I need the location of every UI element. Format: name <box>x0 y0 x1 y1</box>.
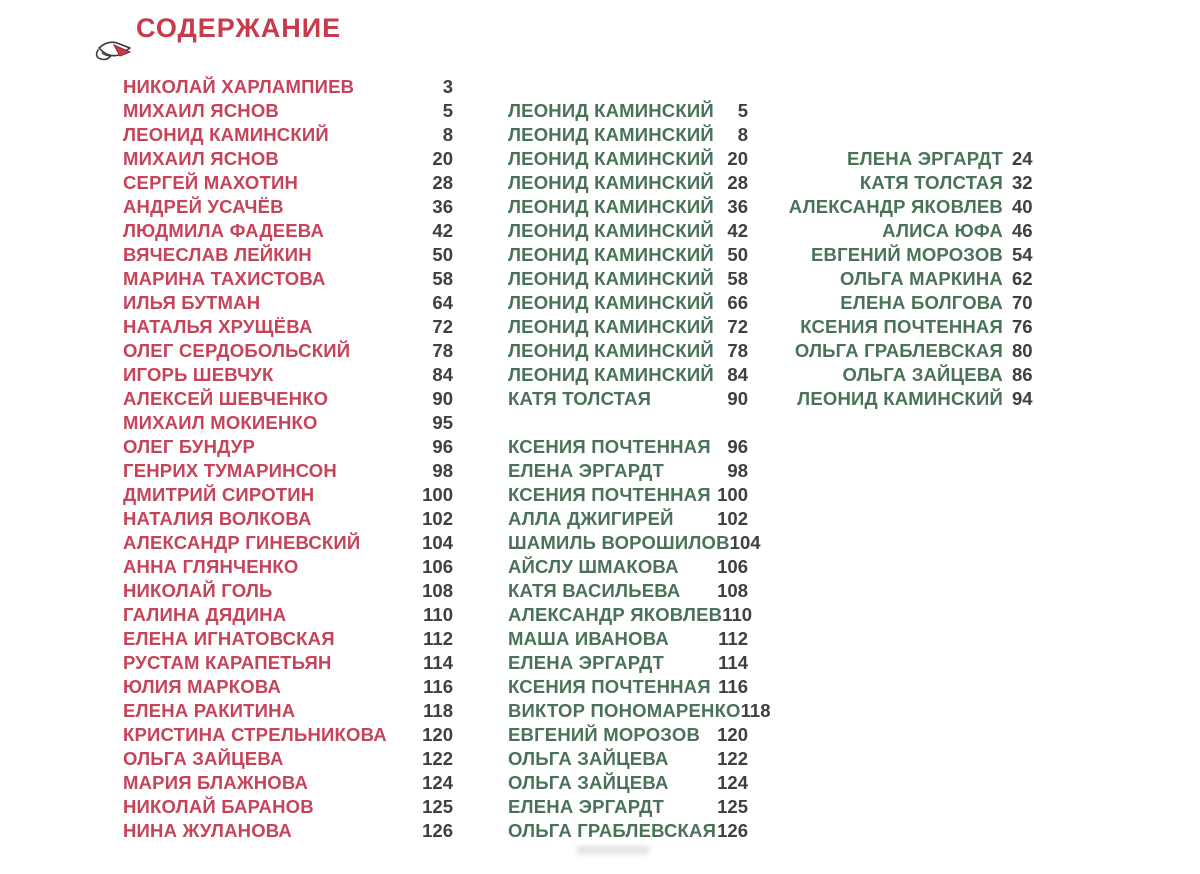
toc-entry <box>123 723 453 747</box>
toc-entry <box>123 99 453 123</box>
entry-page-number: 66 <box>727 292 748 313</box>
entry-page-number: 3 <box>442 76 453 97</box>
toc-entry <box>123 195 453 219</box>
toc-entry <box>508 75 748 99</box>
entry-name: АЛЕКСАНДР ГИНЕВСКИЙ <box>123 532 361 553</box>
entry-name: МАРИЯ БЛАЖНОВА <box>123 772 309 793</box>
toc-entry <box>508 483 748 507</box>
entry-name: ОЛЬГА ГРАБЛЕВСКАЯ <box>508 820 717 841</box>
toc-entry <box>123 627 453 651</box>
entry-page-number: 124 <box>422 772 453 793</box>
toc-entry <box>508 315 748 339</box>
toc-entry <box>508 339 748 363</box>
entry-name: НИКОЛАЙ ХАРЛАМПИЕВ <box>123 76 355 97</box>
entry-page-number: 110 <box>722 604 753 625</box>
entry-name: ОЛЬГА ЗАЙЦЕВА <box>842 364 1003 385</box>
entry-name: ЕЛЕНА РАКИТИНА <box>123 700 296 721</box>
entry-name: АЛЕКСАНДР ЯКОВЛЕВ <box>508 604 723 625</box>
toc-entry <box>508 291 748 315</box>
entry-page-number: 58 <box>727 268 748 289</box>
entry-name: КРИСТИНА СТРЕЛЬНИКОВА <box>123 724 387 745</box>
entry-name: АНДРЕЙ УСАЧЁВ <box>123 196 284 217</box>
entry-page-number: 98 <box>432 460 453 481</box>
toc-entry <box>508 699 771 723</box>
entry-name: ШАМИЛЬ ВОРОШИЛОВ <box>508 532 730 553</box>
toc-entry <box>508 771 748 795</box>
entry-name: ЕВГЕНИЙ МОРОЗОВ <box>508 724 701 745</box>
toc-entry <box>800 147 1045 171</box>
entry-page-number: 46 <box>1012 220 1033 241</box>
entry-name: ЕЛЕНА ИГНАТОВСКАЯ <box>123 628 335 649</box>
entry-name: ОЛЬГА ЗАЙЦЕВА <box>508 772 669 793</box>
toc-entry <box>508 195 748 219</box>
entry-page-number: 28 <box>432 172 453 193</box>
toc-entry <box>123 819 453 843</box>
entry-page-number: 126 <box>717 820 748 841</box>
entry-page-number: 72 <box>432 316 453 337</box>
toc-entry <box>794 339 1045 363</box>
entry-name: ЛЕОНИД КАМИНСКИЙ <box>508 340 714 361</box>
entry-page-number: 125 <box>422 796 453 817</box>
entry-name: ИЛЬЯ БУТМАН <box>123 292 261 313</box>
entry-page-number: 86 <box>1012 364 1033 385</box>
entry-name: НАТАЛЬЯ ХРУЩЁВА <box>123 316 313 337</box>
entry-name: КСЕНИЯ ПОЧТЕННАЯ <box>800 316 1003 337</box>
entry-page-number: 125 <box>717 796 748 817</box>
entry-name: ЕЛЕНА БОЛГОВА <box>840 292 1003 313</box>
entry-name: ЛЕОНИД КАМИНСКИЙ <box>508 244 714 265</box>
toc-entry <box>123 771 453 795</box>
entry-page-number: 104 <box>729 532 761 553</box>
entry-page-number: 8 <box>442 124 453 145</box>
toc-entry <box>123 747 453 771</box>
entry-name: КАТЯ ВАСИЛЬЕВА <box>508 580 681 601</box>
toc-entry <box>800 315 1045 339</box>
entry-page-number: 116 <box>423 676 453 697</box>
entry-name: АЛЛА ДЖИГИРЕЙ <box>508 508 674 529</box>
entry-name: АЛЕКСЕЙ ШЕВЧЕНКО <box>123 388 329 409</box>
entry-name: КСЕНИЯ ПОЧТЕННАЯ <box>508 436 711 457</box>
entry-page-number: 84 <box>727 364 748 385</box>
entry-page-number: 108 <box>717 580 748 601</box>
toc-column-illustrators-middle <box>508 75 771 843</box>
entry-name: МИХАИЛ ЯСНОВ <box>123 148 279 169</box>
entry-page-number: 100 <box>422 484 453 505</box>
toc-entry <box>123 315 453 339</box>
toc-column-illustrators-right <box>788 147 1045 411</box>
toc-entry <box>123 387 453 411</box>
toc-entry <box>797 387 1045 411</box>
entry-name: ЕВГЕНИЙ МОРОЗОВ <box>810 244 1003 265</box>
toc-entry <box>800 171 1045 195</box>
entry-page-number: 42 <box>432 220 453 241</box>
entry-page-number: 5 <box>737 100 748 121</box>
entry-name: НИКОЛАЙ БАРАНОВ <box>123 796 314 817</box>
entry-name: АЛИСА ЮФА <box>882 220 1003 241</box>
entry-page-number: 118 <box>740 700 771 721</box>
entry-name: МИХАИЛ ЯСНОВ <box>123 100 279 121</box>
entry-page-number: 40 <box>1012 196 1033 217</box>
toc-entry <box>123 171 453 195</box>
entry-name: СЕРГЕЙ МАХОТИН <box>123 172 299 193</box>
entry-name: ОЛЬГА ГРАБЛЕВСКАЯ <box>794 340 1003 361</box>
entry-page-number: 8 <box>737 124 748 145</box>
entry-page-number: 112 <box>718 628 748 649</box>
entry-name: ЛЕОНИД КАМИНСКИЙ <box>508 268 714 289</box>
toc-entry <box>508 603 753 627</box>
entry-page-number: 62 <box>1012 268 1033 289</box>
toc-entry <box>788 195 1045 219</box>
toc-entry <box>123 555 453 579</box>
toc-entry <box>508 795 748 819</box>
toc-entry <box>508 579 748 603</box>
entry-name: ЛЕОНИД КАМИНСКИЙ <box>508 172 714 193</box>
entry-name: ЕЛЕНА ЭРГАРДТ <box>508 796 664 817</box>
entry-page-number: 36 <box>727 196 748 217</box>
toc-entry <box>123 507 453 531</box>
entry-page-number: 90 <box>727 388 748 409</box>
toc-entry <box>508 819 748 843</box>
entry-page-number: 50 <box>727 244 748 265</box>
entry-page-number: 42 <box>727 220 748 241</box>
hand-with-pen-icon <box>94 26 138 66</box>
entry-page-number: 32 <box>1012 172 1033 193</box>
entry-name: ВЯЧЕСЛАВ ЛЕЙКИН <box>123 244 312 265</box>
entry-page-number: 94 <box>1012 388 1033 409</box>
entry-name: РУСТАМ КАРАПЕТЬЯН <box>123 652 332 673</box>
toc-entry <box>800 243 1045 267</box>
entry-page-number: 28 <box>727 172 748 193</box>
entry-page-number: 120 <box>717 724 748 745</box>
entry-name: ОЛЬГА ЗАЙЦЕВА <box>508 748 669 769</box>
toc-entry <box>123 603 453 627</box>
entry-page-number: 20 <box>432 148 453 169</box>
entry-name: КАТЯ ТОЛСТАЯ <box>859 172 1003 193</box>
entry-page-number: 116 <box>718 676 748 697</box>
title-bar <box>94 14 341 66</box>
entry-name: ИГОРЬ ШЕВЧУК <box>123 364 274 385</box>
toc-entry <box>508 171 748 195</box>
entry-name: АЙСЛУ ШМАКОВА <box>508 556 679 577</box>
toc-entry <box>508 267 748 291</box>
entry-page-number: 95 <box>432 412 453 433</box>
entry-page-number: 20 <box>727 148 748 169</box>
entry-page-number: 120 <box>422 724 453 745</box>
scan-artifact <box>576 846 650 854</box>
toc-entry <box>123 483 453 507</box>
entry-page-number: 64 <box>432 292 453 313</box>
entry-name: ЕЛЕНА ЭРГАРДТ <box>508 460 664 481</box>
entry-name: ОЛЕГ БУНДУР <box>123 436 256 457</box>
entry-name: НИКОЛАЙ ГОЛЬ <box>123 580 273 601</box>
entry-name: КСЕНИЯ ПОЧТЕННАЯ <box>508 484 711 505</box>
entry-page-number: 54 <box>1012 244 1033 265</box>
toc-entry <box>123 147 453 171</box>
entry-name: ОЛЬГА МАРКИНА <box>839 268 1003 289</box>
entry-page-number: 122 <box>717 748 748 769</box>
entry-page-number: 76 <box>1012 316 1033 337</box>
entry-page-number: 100 <box>717 484 748 505</box>
toc-entry <box>508 507 748 531</box>
entry-name: МАША ИВАНОВА <box>508 628 669 649</box>
entry-name: АЛЕКСАНДР ЯКОВЛЕВ <box>788 196 1003 217</box>
entry-page-number: 124 <box>717 772 748 793</box>
toc-entry <box>123 435 453 459</box>
entry-name: ГАЛИНА ДЯДИНА <box>123 604 287 625</box>
entry-name: ЛЕОНИД КАМИНСКИЙ <box>508 292 714 313</box>
toc-entry <box>508 123 748 147</box>
toc-entry <box>123 219 453 243</box>
entry-name: НИНА ЖУЛАНОВА <box>123 820 292 841</box>
entry-page-number: 110 <box>423 604 453 625</box>
entry-name: ЛЕОНИД КАМИНСКИЙ <box>123 124 329 145</box>
entry-page-number: 104 <box>422 532 453 553</box>
entry-page-number: 108 <box>422 580 453 601</box>
toc-entry <box>123 291 453 315</box>
entry-name: ЕЛЕНА ЭРГАРДТ <box>508 652 664 673</box>
toc-entry <box>123 363 453 387</box>
entry-name: ВИКТОР ПОНОМАРЕНКО <box>508 700 741 721</box>
entry-page-number: 24 <box>1012 148 1033 169</box>
toc-entry <box>508 411 748 435</box>
entry-page-number: 114 <box>423 652 453 673</box>
toc-entry <box>508 555 748 579</box>
entry-name: ЛЕОНИД КАМИНСКИЙ <box>508 148 714 169</box>
toc-entry <box>508 387 748 411</box>
entry-page-number: 122 <box>422 748 453 769</box>
entry-name: ЮЛИЯ МАРКОВА <box>123 676 282 697</box>
entry-name: ДМИТРИЙ СИРОТИН <box>123 484 315 505</box>
entry-name: МИХАИЛ МОКИЕНКО <box>123 412 318 433</box>
entry-name: АННА ГЛЯНЧЕНКО <box>123 556 299 577</box>
toc-entry <box>508 627 748 651</box>
entry-name: ОЛЬГА ЗАЙЦЕВА <box>123 748 284 769</box>
entry-page-number: 96 <box>432 436 453 457</box>
toc-entry <box>123 531 453 555</box>
toc-entry <box>800 363 1045 387</box>
toc-entry <box>123 459 453 483</box>
entry-page-number: 70 <box>1012 292 1033 313</box>
entry-page-number: 102 <box>422 508 453 529</box>
entry-page-number: 80 <box>1012 340 1033 361</box>
toc-entry <box>123 651 453 675</box>
entry-page-number: 98 <box>727 460 748 481</box>
toc-entry <box>123 579 453 603</box>
entry-name: ЛЕОНИД КАМИНСКИЙ <box>508 100 714 121</box>
entry-name: ОЛЕГ СЕРДОБОЛЬСКИЙ <box>123 340 351 361</box>
entry-page-number: 36 <box>432 196 453 217</box>
entry-name: КСЕНИЯ ПОЧТЕННАЯ <box>508 676 711 697</box>
toc-entry <box>508 747 748 771</box>
toc-entry <box>508 363 748 387</box>
entry-page-number: 118 <box>423 700 453 721</box>
entry-name: ЛЕОНИД КАМИНСКИЙ <box>508 316 714 337</box>
entry-name: ЛЕОНИД КАМИНСКИЙ <box>508 196 714 217</box>
entry-page-number: 106 <box>717 556 748 577</box>
entry-page-number: 96 <box>727 436 748 457</box>
entry-page-number: 5 <box>442 100 453 121</box>
entry-name: ЛЕОНИД КАМИНСКИЙ <box>508 364 714 385</box>
page-title: СОДЕРЖАНИЕ <box>136 13 342 43</box>
toc-column-authors <box>123 75 453 843</box>
entry-page-number: 102 <box>717 508 748 529</box>
toc-entry <box>508 435 748 459</box>
entry-name: ГЕНРИХ ТУМАРИНСОН <box>123 460 337 481</box>
entry-name: ЛЕОНИД КАМИНСКИЙ <box>508 124 714 145</box>
toc-entry <box>800 267 1045 291</box>
toc-entry <box>508 675 748 699</box>
entry-name: ЛЕОНИД КАМИНСКИЙ <box>508 220 714 241</box>
toc-entry <box>123 243 453 267</box>
toc-entry <box>508 459 748 483</box>
toc-entry <box>123 795 453 819</box>
toc-entry <box>508 651 748 675</box>
toc-entry <box>508 531 761 555</box>
toc-entry <box>123 699 453 723</box>
toc-entry <box>123 75 453 99</box>
toc-entry <box>508 99 748 123</box>
toc-entry <box>123 339 453 363</box>
entry-name: КАТЯ ТОЛСТАЯ <box>508 388 652 409</box>
toc-entry <box>508 723 748 747</box>
entry-name: ЛЮДМИЛА ФАДЕЕВА <box>123 220 324 241</box>
entry-page-number: 84 <box>432 364 453 385</box>
entry-name: ЕЛЕНА ЭРГАРДТ <box>847 148 1003 169</box>
entry-page-number: 50 <box>432 244 453 265</box>
entry-page-number: 114 <box>718 652 748 673</box>
toc-entry <box>508 147 748 171</box>
entry-name: НАТАЛИЯ ВОЛКОВА <box>123 508 312 529</box>
toc-entry <box>508 243 748 267</box>
toc-entry <box>508 219 748 243</box>
entry-page-number: 90 <box>432 388 453 409</box>
toc-entry <box>800 291 1045 315</box>
entry-page-number: 72 <box>727 316 748 337</box>
entry-name: МАРИНА ТАХИСТОВА <box>123 268 326 289</box>
entry-page-number: 106 <box>422 556 453 577</box>
entry-page-number: 58 <box>432 268 453 289</box>
toc-entry <box>123 411 453 435</box>
entry-name: ЛЕОНИД КАМИНСКИЙ <box>797 388 1003 409</box>
toc-entry <box>800 219 1045 243</box>
toc-entry <box>123 123 453 147</box>
entry-page-number: 112 <box>423 628 453 649</box>
entry-page-number: 78 <box>727 340 748 361</box>
entry-page-number: 78 <box>432 340 453 361</box>
entry-page-number: 126 <box>422 820 453 841</box>
toc-entry <box>123 675 453 699</box>
toc-entry <box>123 267 453 291</box>
